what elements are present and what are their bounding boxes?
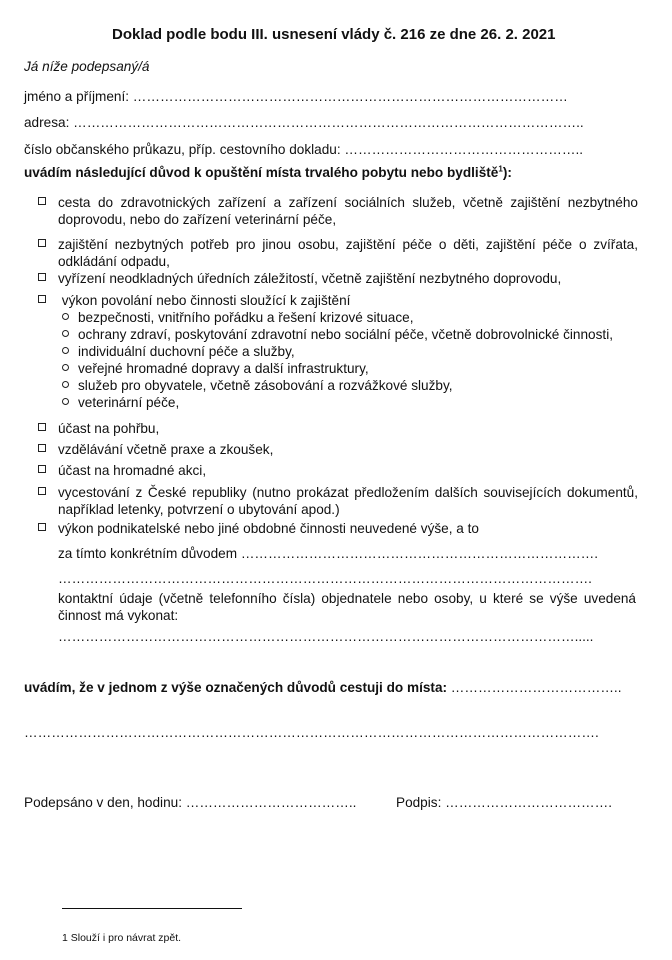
option-label: vyřízení neodkladných úředních záležitostí, včetně zajištění nezbytného doprovodu, [58, 271, 562, 286]
sub-option-label: veřejné hromadné dopravy a další infrastruktury, [78, 361, 369, 376]
checkbox[interactable] [38, 197, 46, 205]
other-reason-field[interactable]: za tímto konkrétním důvodem ……………………………………………………………………. [58, 546, 599, 561]
radio-circle[interactable] [62, 347, 69, 354]
radio-circle[interactable] [62, 398, 69, 405]
option-label: vzdělávání včetně praxe a zkoušek, [58, 442, 274, 457]
destination-row [24, 679, 622, 696]
radio-circle[interactable] [62, 313, 69, 320]
radio-circle[interactable] [62, 364, 69, 371]
reason-heading-text: uvádím následující důvod k opuštění místa trvalého pobytu nebo bydliště [24, 165, 499, 180]
name-field[interactable]: jméno a příjmení: …………………………………………………………………………………… [24, 89, 568, 104]
radio-circle[interactable] [62, 330, 69, 337]
other-reason-field-line2[interactable]: ………………………………………………………………………………………………………. [58, 571, 592, 586]
reason-heading-end: ): [502, 165, 512, 180]
checkbox[interactable] [38, 444, 46, 452]
signature-field[interactable]: Podpis: ………………………………. [396, 795, 613, 810]
contact-field[interactable]: ……………………………………………………………………………………………………..... [58, 629, 594, 644]
signed-date-field[interactable]: Podepsáno v den, hodinu: ……………………………….. [24, 795, 357, 810]
option-label: účast na hromadné akci, [58, 463, 207, 478]
document-title: Doklad podle bodu III. usnesení vlády č. 216 ze dne 26. 2. 2021 [112, 26, 556, 43]
intro-text: Já níže podepsaný/á [24, 59, 150, 74]
address-field[interactable]: adresa: ………………………………………………………………………………………………….. [24, 115, 584, 130]
option-label: výkon povolání nebo činnosti sloužící k zajištění [58, 293, 351, 308]
destination-field[interactable]: ……………………………….. [447, 680, 622, 695]
checkbox[interactable] [38, 423, 46, 431]
option-label: cesta do zdravotnických zařízení a zařízení sociálních služeb, včetně zajištění nezbytného doprovodu, nebo do zařízení veterinární péče, [58, 195, 638, 227]
checkbox[interactable] [38, 273, 46, 281]
footnote-divider [62, 908, 242, 909]
checkbox[interactable] [38, 465, 46, 473]
sub-option-label: ochrany zdraví, poskytování zdravotní nebo sociální péče, včetně dobrovolnické činnosti, [78, 327, 613, 342]
contact-label: kontaktní údaje (včetně telefonního čísla) objednatele nebo osoby, u které se výše uvedená činnost má vykonat: [58, 591, 636, 623]
id-document-field[interactable]: číslo občanského průkazu, příp. cestovního dokladu: …………………………………………….. [24, 142, 584, 157]
checkbox[interactable] [38, 239, 46, 247]
destination-label: uvádím, že v jednom z výše označených důvodů cestuji do místa: [24, 680, 448, 695]
footnote-text: 1 Slouží i pro návrat zpět. [62, 932, 182, 944]
option-label: vycestování z České republiky (nutno prokázat předložením dalších souvisejících dokumentů, například letenky, potvrzení o ubytování apod.) [58, 485, 638, 517]
sub-option-label: individuální duchovní péče a služby, [78, 344, 295, 359]
option-label: výkon podnikatelské nebo jiné obdobné činnosti neuvedené výše, a to [58, 521, 479, 536]
sub-option-label: služeb pro obyvatele, včetně zásobování a rozvážkové služby, [78, 378, 453, 393]
checkbox[interactable] [38, 523, 46, 531]
destination-field-line2[interactable]: ………………………………………………………………………………………………………………. [24, 725, 599, 740]
checkbox[interactable] [38, 295, 46, 303]
sub-option-label: bezpečnosti, vnitřního pořádku a řešení krizové situace, [78, 310, 414, 325]
option-label: účast na pohřbu, [58, 421, 160, 436]
reason-heading [24, 164, 512, 181]
radio-circle[interactable] [62, 381, 69, 388]
sub-option-label: veterinární péče, [78, 395, 180, 410]
checkbox[interactable] [38, 487, 46, 495]
option-label: zajištění nezbytných potřeb pro jinou osobu, zajištění péče o děti, zajištění péče o zvířata, odkládání odpadu, [58, 237, 638, 269]
footnote-ref: 1 [498, 164, 503, 174]
